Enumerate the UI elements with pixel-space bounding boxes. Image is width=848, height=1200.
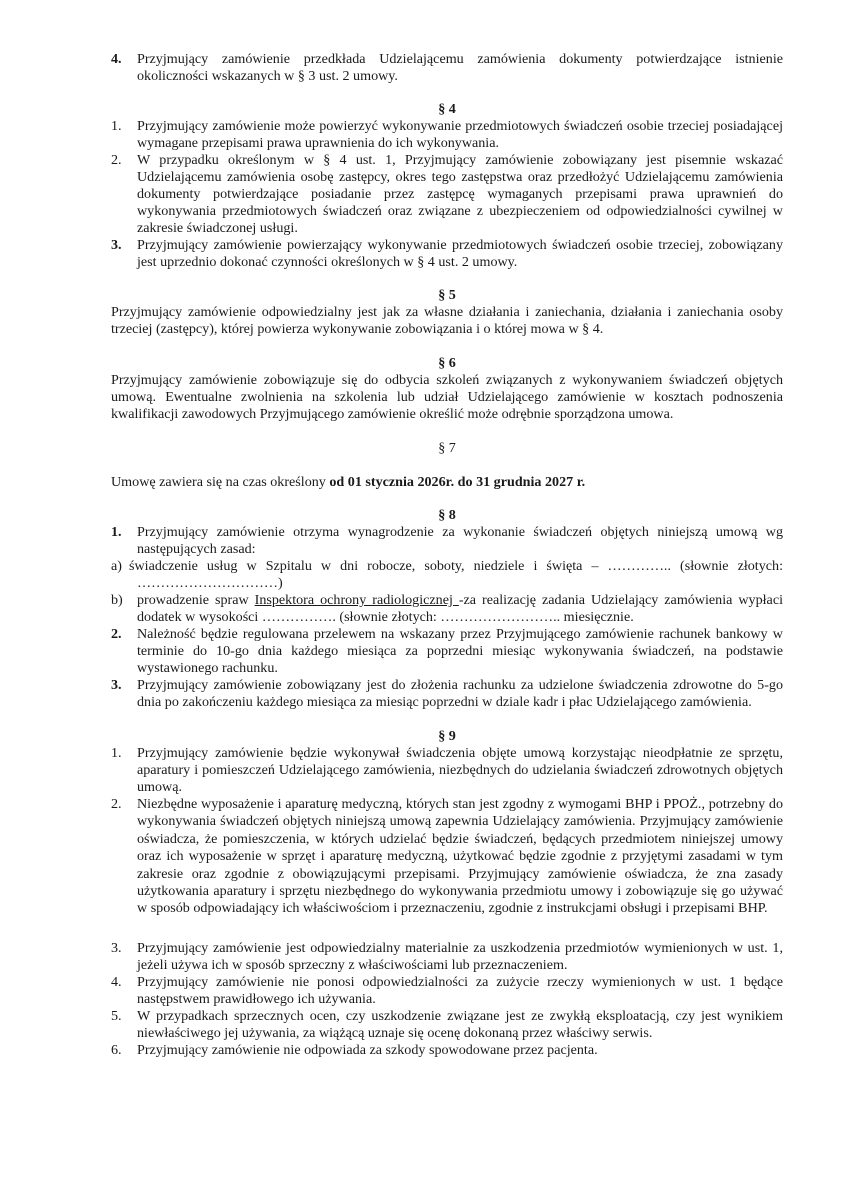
list-item	[111, 626, 783, 677]
item-number: 3.	[111, 677, 122, 693]
section-text: Przyjmujący zamówienie zobowiązuje się do odbycia szkoleń związanych z wykonywaniem świadczeń objętych umową. Ewentualne zwolnienia na szkolenia lub udział Udzielającego zamówienie w kosztach podnoszenia kwalifikacji zawodowych Przyjmującego zamówienie określić może odrębnie sporządzona umowa.	[111, 372, 783, 422]
list-item	[111, 524, 783, 558]
item-text: Przyjmujący zamówienie otrzyma wynagrodzenie za wykonanie świadczeń objętych niniejszą umową wg następujących zasad:	[137, 524, 783, 557]
section-heading: § 6	[438, 355, 456, 371]
item-text: W przypadku określonym w § 4 ust. 1, Przyjmujący zamówienie zobowiązany jest pisemnie wskazać Udzielającemu zamówienia osobę zastępcy, okres tego zastępstwa oraz przedłożyć Udzielającemu zamówienia dokumenty potwierdzające posiadanie przez zastępcę wymaganych przepisami prawa uprawnień do wykonywania przedmiotowych świadczeń oraz związane z ubezpieczeniem od odpowiedzialności cywilnej w zakresie świadczonej usługi.	[137, 152, 783, 236]
sub-item-text	[111, 558, 783, 592]
list-item	[111, 796, 783, 918]
item-number: 3.	[111, 940, 122, 956]
item-number: 2.	[111, 626, 122, 642]
sub-item-text-pre: prowadzenie spraw	[137, 592, 255, 608]
list-item	[111, 677, 783, 711]
list-item	[111, 940, 783, 974]
sub-item-text-post: -za realizację zadania Udzielający zamówienia wypłaci dodatek w wysokości ……………. (słownie złotych: …………………….. miesięcznie.	[137, 592, 783, 625]
item-number: 3.	[111, 237, 122, 253]
item-number: 2.	[111, 796, 122, 812]
item-number: 2.	[111, 152, 122, 168]
item-text: Przyjmujący zamówienie nie ponosi odpowiedzialności za zużycie rzeczy wymienionych w ust. 1 będące następstwem prawidłowego ich używania.	[137, 974, 783, 1007]
sub-item-text-content: świadczenie usług w Szpitalu w dni robocze, soboty, niedziele i święta – ………….. (słownie złotych: …………………………)	[129, 558, 783, 591]
term-prefix: Umowę zawiera się na czas określony	[111, 474, 330, 490]
list-item	[111, 118, 783, 152]
item-text: W przypadkach sprzecznych ocen, czy uszkodzenie związane jest ze zwykłą eksploatacją, czy jest wynikiem niewłaściwego jej używania, za wiążącą uznaje się ocenę dokonaną przez właściwy serwis.	[137, 1008, 783, 1041]
item-text: Przyjmujący zamówienie będzie wykonywał świadczenia objęte umową korzystając nieodpłatnie ze sprzętu, aparatury i pomieszczeń Udzielającego zamówienia, niezbędnych do udzielania świadczeń zdrowotnych objętych umową.	[137, 745, 783, 795]
item-number: 1.	[111, 524, 122, 540]
item-number: 4.	[111, 51, 122, 67]
item-text: Przyjmujący zamówienie przedkłada Udzielającemu zamówienia dokumenty potwierdzające istnienie okoliczności wskazanych w § 3 ust. 2 umowy.	[137, 51, 783, 84]
item-text: Należność będzie regulowana przelewem na wskazany przez Przyjmującego zamówienie rachunek bankowy w terminie do 10-go dnia każdego miesiąca za poprzedni miesiąc wykonywania świadczeń, na podstawie wystawionego rachunku.	[137, 626, 783, 676]
item-number: 6.	[111, 1042, 122, 1058]
item-number: 1.	[111, 118, 122, 134]
section-heading: § 8	[438, 507, 456, 523]
underlined-role: Inspektora ochrony radiologicznej	[254, 592, 459, 608]
list-item	[111, 51, 783, 85]
sub-item-b	[111, 592, 783, 626]
sub-item-label: a)	[111, 558, 122, 574]
term-dates: od 01 stycznia 2026r. do 31 grudnia 2027 r.	[329, 474, 586, 490]
section-heading: § 7	[438, 440, 456, 456]
section-heading: § 5	[438, 287, 456, 303]
item-number: 1.	[111, 745, 122, 761]
list-item	[111, 1008, 783, 1042]
sub-item-label: b)	[111, 592, 123, 608]
sub-item-a	[111, 558, 783, 592]
item-number: 5.	[111, 1008, 122, 1024]
item-text: Przyjmujący zamówienie nie odpowiada za szkody spowodowane przez pacjenta.	[137, 1042, 598, 1058]
section-text	[111, 474, 783, 491]
list-item	[111, 1042, 783, 1059]
item-text: Przyjmujący zamówienie powierzający wykonywanie przedmiotowych świadczeń osobie trzeciej, zobowiązany jest uprzednio dokonać czynności określonych w § 4 ust. 2 umowy.	[137, 237, 783, 270]
section-text: Przyjmujący zamówienie odpowiedzialny jest jak za własne działania i zaniechania, działania i zaniechania osoby trzeciej (zastępcy), której powierza wykonywanie zobowiązania i o której mowa w § 4.	[111, 304, 783, 337]
item-text: Przyjmujący zamówienie zobowiązany jest do złożenia rachunku za udzielone świadczenia zdrowotne do 5-go dnia po zakończeniu każdego miesiąca za miesiąc poprzedni w dziale kadr i płac Udzielającego zamówienia.	[137, 677, 783, 710]
item-number: 4.	[111, 974, 122, 990]
section-heading: § 9	[438, 728, 456, 744]
list-item	[111, 152, 783, 237]
item-text: Przyjmujący zamówienie jest odpowiedzialny materialnie za uszkodzenia przedmiotów wymienionych w ust. 1, jeżeli używa ich w sposób sprzeczny z właściwościami lub przeznaczeniem.	[137, 940, 783, 973]
section-heading: § 4	[438, 101, 456, 117]
list-item	[111, 974, 783, 1008]
item-text: Przyjmujący zamówienie może powierzyć wykonywanie przedmiotowych świadczeń osobie trzeciej posiadającej wymagane przepisami prawa uprawnienia do ich wykonywania.	[137, 118, 783, 151]
list-item	[111, 237, 783, 271]
item-text: Niezbędne wyposażenie i aparaturę medyczną, których stan jest zgodny z wymogami BHP i PPOŻ., potrzebny do wykonywania świadczeń objętych niniejszą umową zapewnia Udzielający zamówienia. Przyjmujący zamówienie oświadcza, że pomieszczenia, w których udzielać będzie świadczeń, będących przedmiotem niniejszej umowy oraz ich wyposażenie w sprzęt i aparaturę medyczną, użytkować będzie zgodnie z przyjętymi zasadami w tym zakresie oraz zgodnie z obowiązującymi przepisami. Przyjmujący zamówienie oświadcza, że zna zasady użytkowania aparatury i sprzętu niezbędnego do wykonywania przedmiotu umowy i zobowiązuje się go używać w sposób odpowiadający ich właściwościom i przeznaczeniu, zgodnie z instrukcjami obsługi i przepisami BHP.	[137, 796, 783, 917]
sub-item-text	[137, 592, 783, 626]
list-item	[111, 745, 783, 796]
